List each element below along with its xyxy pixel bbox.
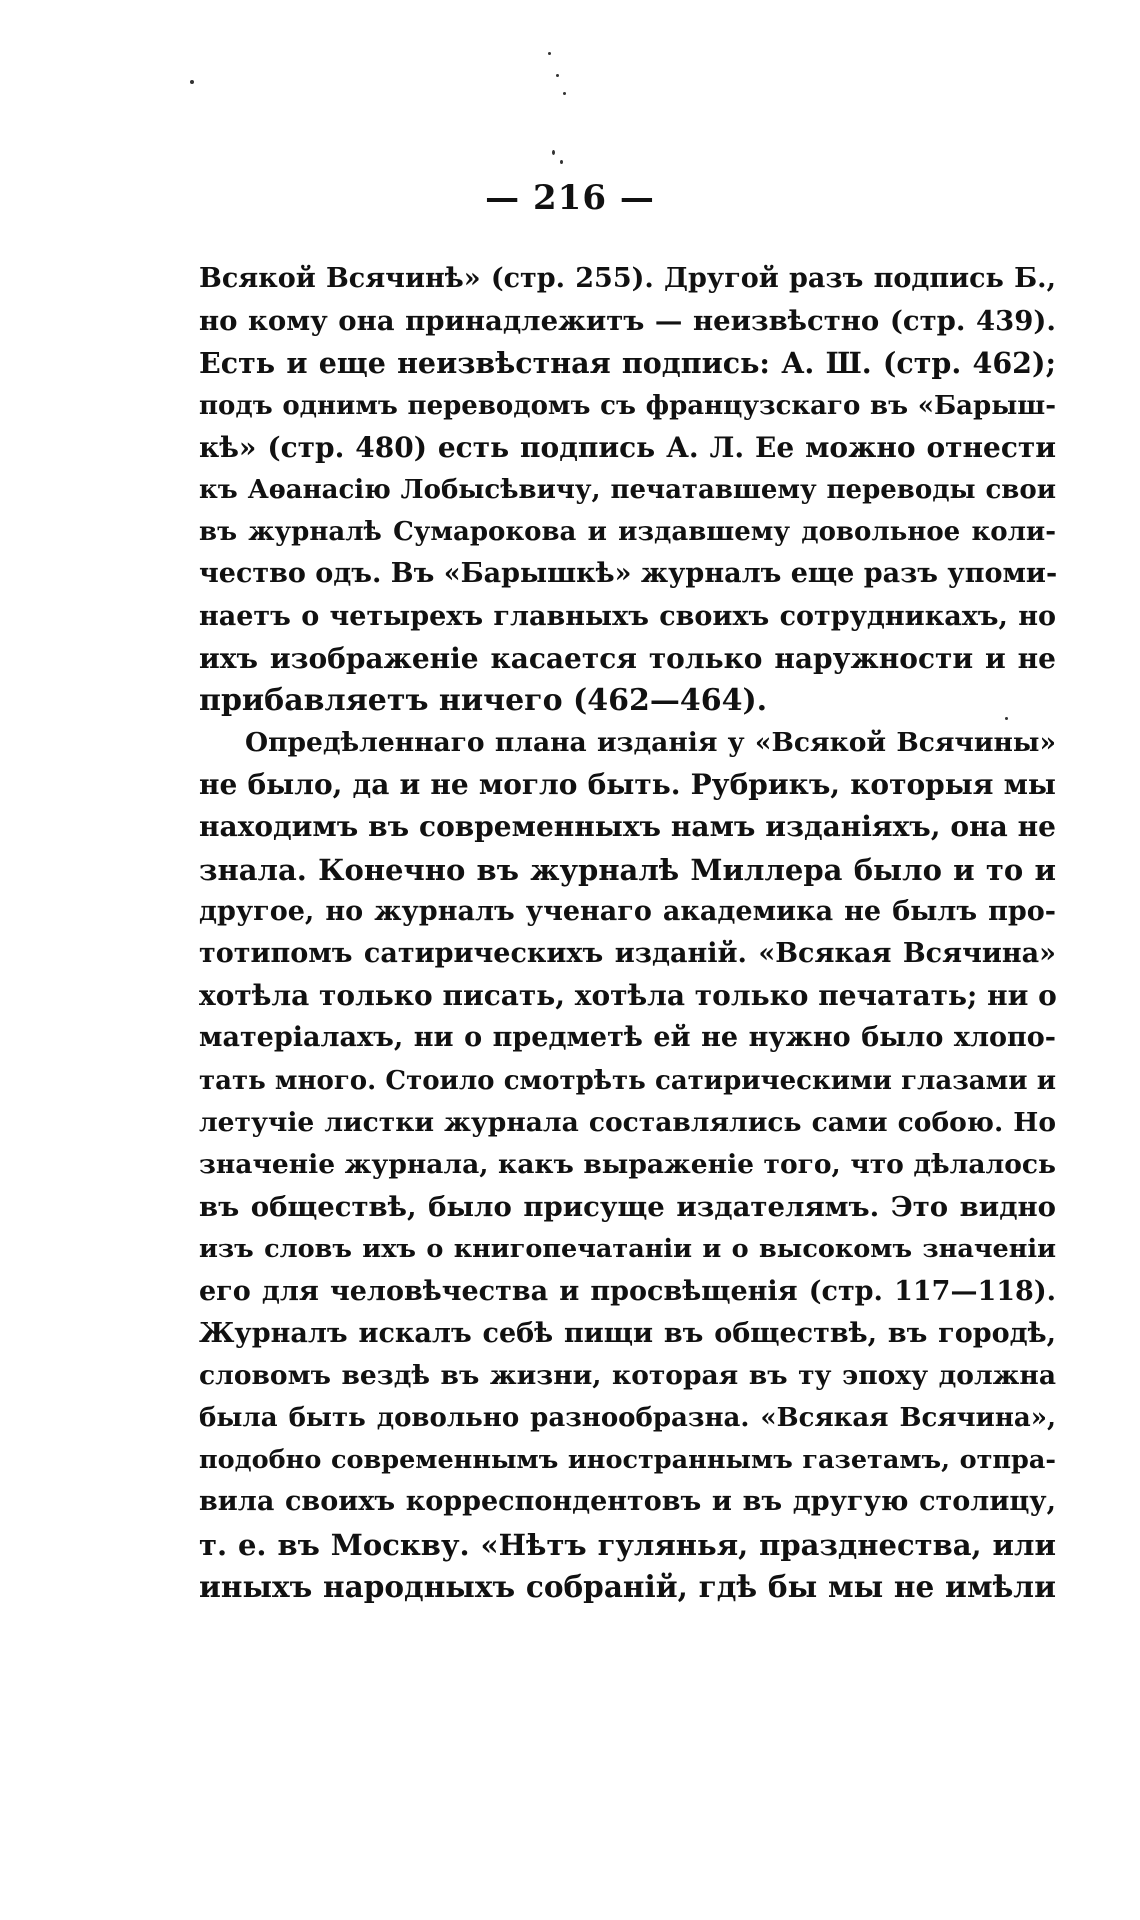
scan-speck xyxy=(556,74,559,77)
scan-speck xyxy=(190,80,194,84)
text-line: хотѣла только писать, хотѣла только печатать; ни о xyxy=(199,979,1057,1013)
text-line: Опредѣленнаго плана изданія у «Всякой Всячины» xyxy=(245,727,1056,759)
text-line: къ Аѳанасію Лобысѣвичу, печатавшему переводы свои xyxy=(199,474,1056,505)
text-line: была быть довольно разнообразна. «Всякая Всячина», xyxy=(199,1403,1056,1434)
text-line: чество одъ. Въ «Барышкѣ» журналъ еще разъ упоми- xyxy=(199,558,1058,590)
text-line: прибавляетъ ничего (462—464). xyxy=(199,682,768,718)
text-line: Журналъ искалъ себѣ пищи въ обществѣ, въ городѣ, xyxy=(199,1317,1056,1349)
body-text xyxy=(199,258,1056,1608)
text-line: иныхъ народныхъ собраній, гдѣ бы мы не имѣли xyxy=(199,1568,1056,1604)
text-line: Есть и еще неизвѣстная подпись: А. Ш. (стр. 462); xyxy=(199,346,1056,381)
scan-speck xyxy=(560,160,563,164)
scan-speck xyxy=(552,150,555,155)
text-line: ихъ изображеніе касается только наружности и не xyxy=(199,641,1056,675)
text-line: словомъ вездѣ въ жизни, которая въ ту эпоху должна xyxy=(199,1359,1056,1391)
scan-speck xyxy=(548,52,551,55)
text-line: матеріалахъ, ни о предметѣ ей не нужно было хлопо- xyxy=(199,1022,1056,1054)
page-number: — 216 — xyxy=(485,178,655,218)
text-line: другое, но журналъ ученаго академика не былъ про- xyxy=(199,895,1056,927)
text-line: значеніе журнала, какъ выраженіе того, что дѣлалось xyxy=(199,1148,1056,1180)
text-line: знала. Конечно въ журналѣ Миллера было и то и xyxy=(199,852,1056,887)
text-line: Всякой Всячинѣ» (стр. 255). Другой разъ подпись Б., xyxy=(199,263,1056,294)
text-line: находимъ въ современныхъ намъ изданіяхъ, она не xyxy=(199,810,1056,844)
text-line: подъ однимъ переводомъ съ французскаго въ «Барыш- xyxy=(199,390,1056,421)
scan-speck xyxy=(563,92,566,95)
text-line: летучіе листки журнала составлялись сами собою. Но xyxy=(199,1106,1056,1138)
paragraph xyxy=(199,258,1056,722)
text-line: наетъ о четырехъ главныхъ своихъ сотрудникахъ, но xyxy=(199,600,1056,632)
text-line: въ журналѣ Сумарокова и издавшему довольное коли- xyxy=(199,517,1056,548)
text-line: изъ словъ ихъ о книгопечатаніи и о высокомъ значеніи xyxy=(199,1234,1056,1265)
paragraph xyxy=(199,722,1056,1608)
text-line: не было, да и не могло быть. Рубрикъ, которыя мы xyxy=(199,768,1056,802)
text-line: въ обществѣ, было присуще издателямъ. Это видно xyxy=(199,1191,1056,1224)
text-line: подобно современнымъ иностраннымъ газетамъ, отпра- xyxy=(199,1445,1056,1476)
text-line: но кому она принадлежитъ — неизвѣстно (стр. 439). xyxy=(199,305,1056,338)
text-line: его для человѣчества и просвѣщенія (стр. 117—118). xyxy=(199,1275,1056,1307)
text-line: кѣ» (стр. 480) есть подпись А. Л. Ее можно отнести xyxy=(199,430,1056,464)
text-line: т. е. въ Москву. «Нѣтъ гулянья, празднества, или xyxy=(199,1527,1056,1562)
text-line: тать много. Стоило смотрѣть сатирическими глазами и xyxy=(199,1065,1056,1096)
text-line: тотипомъ сатирическихъ изданій. «Всякая Всячина» xyxy=(199,938,1056,969)
text-line: вила своихъ корреспондентовъ и въ другую столицу, xyxy=(199,1486,1056,1518)
